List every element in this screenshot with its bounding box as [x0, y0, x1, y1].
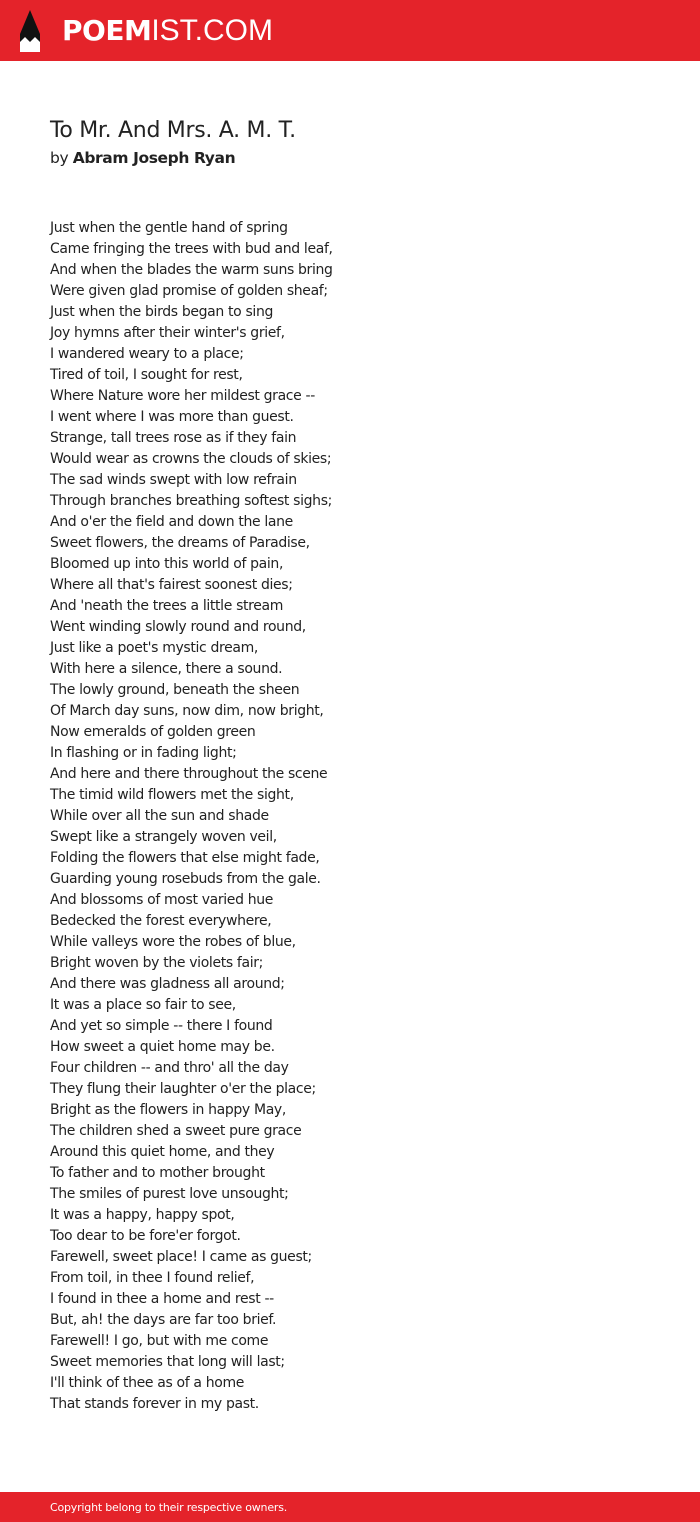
- poem-line: Joy hymns after their winter's grief,: [50, 325, 285, 341]
- poem-line: Came fringing the trees with bud and leaf,: [50, 241, 333, 257]
- poem-line: Bright woven by the violets fair;: [50, 955, 264, 971]
- poem-title: To Mr. And Mrs. A. M. T.: [50, 118, 296, 143]
- poem-line: The children shed a sweet pure grace: [50, 1123, 302, 1139]
- poem-line: Guarding young rosebuds from the gale.: [50, 871, 321, 887]
- poem-line: Four children -- and thro' all the day: [50, 1060, 289, 1076]
- poem-line: And o'er the field and down the lane: [50, 514, 293, 530]
- poem-line: While valleys wore the robes of blue,: [50, 934, 296, 950]
- poem-line: Too dear to be fore'er forgot.: [50, 1228, 241, 1244]
- poem-line: Strange, tall trees rose as if they fain: [50, 430, 297, 446]
- poem-line: Bloomed up into this world of pain,: [50, 556, 284, 572]
- poem-line: Now emeralds of golden green: [50, 724, 256, 740]
- site-logo-link[interactable]: [18, 9, 273, 52]
- brand-strong: POEM: [62, 13, 152, 47]
- poem-line: And blossoms of most varied hue: [50, 892, 274, 908]
- poem-line: The sad winds swept with low refrain: [50, 472, 297, 488]
- poem-line: That stands forever in my past.: [50, 1396, 259, 1412]
- poem-line: They flung their laughter o'er the place;: [50, 1081, 316, 1097]
- poem-line: The smiles of purest love unsought;: [50, 1186, 289, 1202]
- poem-line: Where all that's fairest soonest dies;: [50, 577, 293, 593]
- site-brand-name: [62, 13, 273, 47]
- poem-line: In flashing or in fading light;: [50, 745, 237, 761]
- poem-line: Were given glad promise of golden sheaf;: [50, 283, 328, 299]
- poem-text: [50, 218, 650, 1415]
- poem-line: Just when the gentle hand of spring: [50, 220, 288, 236]
- poem-line: With here a silence, there a sound.: [50, 661, 283, 677]
- poem-line: And 'neath the trees a little stream: [50, 598, 284, 614]
- poem-line: And when the blades the warm suns bring: [50, 262, 333, 278]
- author-name: Abram Joseph Ryan: [72, 149, 236, 167]
- site-header: [0, 0, 700, 61]
- poem-line: Farewell, sweet place! I came as guest;: [50, 1249, 312, 1265]
- poem-line: Of March day suns, now dim, now bright,: [50, 703, 324, 719]
- poem-line: Swept like a strangely woven veil,: [50, 829, 277, 845]
- poem-line: Bright as the flowers in happy May,: [50, 1102, 286, 1118]
- poem-line: I'll think of thee as of a home: [50, 1375, 245, 1391]
- copyright-text: Copyright belong to their respective owners.: [50, 1501, 288, 1514]
- poem-line: Where Nature wore her mildest grace --: [50, 388, 315, 404]
- poem-line: Tired of toil, I sought for rest,: [50, 367, 243, 383]
- poem-line: While over all the sun and shade: [50, 808, 269, 824]
- poem-line: To father and to mother brought: [50, 1165, 265, 1181]
- poem-line: I wandered weary to a place;: [50, 346, 244, 362]
- brand-light: IST.COM: [151, 13, 273, 47]
- poem-line: It was a happy, happy spot,: [50, 1207, 235, 1223]
- poem-line: It was a place so fair to see,: [50, 997, 236, 1013]
- poem-line: Would wear as crowns the clouds of skies;: [50, 451, 332, 467]
- by-label: by: [50, 149, 69, 167]
- poem-line: Around this quiet home, and they: [50, 1144, 275, 1160]
- poem-line: The lowly ground, beneath the sheen: [50, 682, 300, 698]
- poem-line: Sweet flowers, the dreams of Paradise,: [50, 535, 310, 551]
- poem-line: And yet so simple -- there I found: [50, 1018, 273, 1034]
- poem-line: Just when the birds began to sing: [50, 304, 274, 320]
- poem-line: And there was gladness all around;: [50, 976, 285, 992]
- poem-line: The timid wild flowers met the sight,: [50, 787, 294, 803]
- poem-content: [50, 117, 650, 1415]
- poem-line: Folding the flowers that else might fade,: [50, 850, 320, 866]
- poem-line: And here and there throughout the scene: [50, 766, 328, 782]
- poem-line: Went winding slowly round and round,: [50, 619, 306, 635]
- site-footer: [0, 1492, 700, 1522]
- poem-line: From toil, in thee I found relief,: [50, 1270, 255, 1286]
- poem-line: Bedecked the forest everywhere,: [50, 913, 272, 929]
- poem-line: Farewell! I go, but with me come: [50, 1333, 269, 1349]
- poem-byline: [50, 147, 650, 169]
- pencil-icon: [18, 10, 42, 52]
- poem-line: I went where I was more than guest.: [50, 409, 294, 425]
- poem-line: How sweet a quiet home may be.: [50, 1039, 275, 1055]
- poem-line: Sweet memories that long will last;: [50, 1354, 285, 1370]
- poem-line: Just like a poet's mystic dream,: [50, 640, 259, 656]
- poem-line: But, ah! the days are far too brief.: [50, 1312, 277, 1328]
- poem-line: I found in thee a home and rest --: [50, 1291, 274, 1307]
- poem-line: Through branches breathing softest sighs;: [50, 493, 333, 509]
